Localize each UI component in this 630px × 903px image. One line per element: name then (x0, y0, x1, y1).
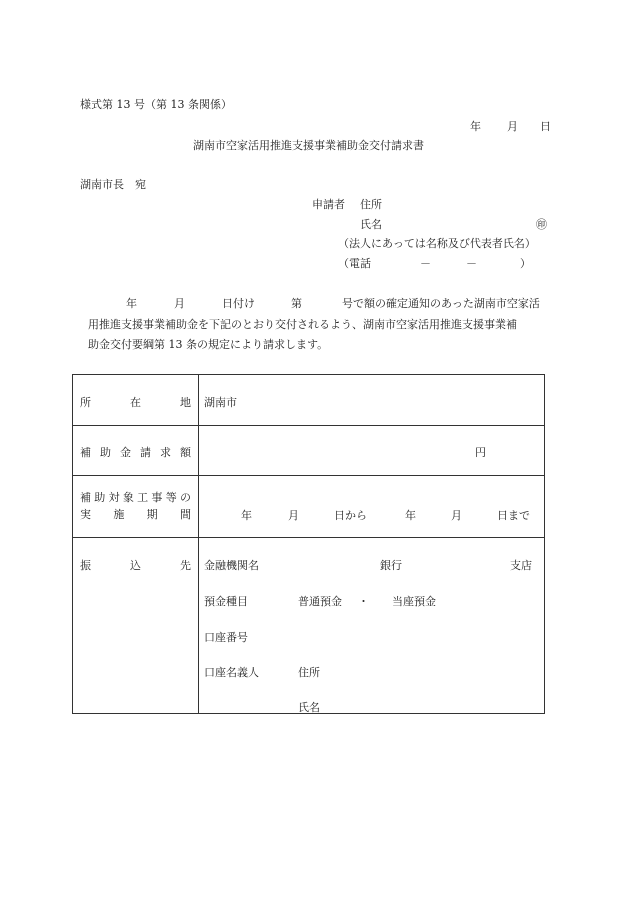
amount-unit: 円 (475, 446, 486, 459)
body-number-prefix: 第 (291, 297, 302, 310)
deposit-ordinary: 普通預金 (298, 595, 342, 608)
period-start-year: 年 (241, 509, 252, 522)
row-amount (73, 426, 545, 476)
row-location (73, 375, 545, 426)
addressee: 湖南市長 宛 (80, 178, 146, 191)
date-month: 月 (507, 120, 518, 133)
applicant-address-label: 住所 (360, 198, 382, 211)
row-period (73, 476, 545, 538)
body-month: 月 (174, 297, 185, 310)
form-number: 様式第 13 号（第 13 条関係） (80, 98, 232, 111)
corp-note: （法人にあっては名称及び代表者氏名） (338, 237, 536, 250)
account-holder-label: 口座名義人 (204, 666, 259, 679)
deposit-separator: ・ (358, 595, 369, 608)
transfer-label: 振 込 先 (80, 559, 191, 572)
period-label-line2: 実 施 期 間 (80, 508, 191, 521)
seal-mark: ㊞ (536, 218, 547, 231)
location-value: 湖南市 (204, 396, 237, 409)
account-number-label: 口座番号 (204, 631, 248, 644)
phone-label: （電話 (338, 257, 371, 270)
applicant-name-label: 氏名 (360, 218, 382, 231)
amount-label: 補 助 金 請 求 額 (80, 446, 191, 459)
period-start-day: 日から (334, 509, 367, 522)
row-transfer (73, 538, 545, 714)
phone-dash-1: － (420, 257, 431, 270)
deposit-type-label: 預金種目 (204, 595, 248, 608)
document-title: 湖南市空家活用推進支援事業補助金交付請求書 (193, 139, 424, 152)
date-day: 日 (540, 120, 551, 133)
period-end-year: 年 (405, 509, 416, 522)
holder-address-label: 住所 (298, 666, 320, 679)
period-end-month: 月 (451, 509, 462, 522)
body-line3: 助金交付要綱第 13 条の規定により請求します。 (88, 338, 329, 351)
phone-dash-2: － (466, 257, 477, 270)
period-label-line1: 補 助 対 象 工 事 等 の (80, 491, 191, 504)
period-start-month: 月 (288, 509, 299, 522)
deposit-current: 当座預金 (392, 595, 436, 608)
branch-suffix: 支店 (510, 559, 532, 572)
request-table (72, 374, 545, 714)
body-line2: 用推進支援事業補助金を下記のとおり交付されるよう、湖南市空家活用推進支援事業補 (88, 318, 517, 331)
body-line1-rest: 号で額の確定通知のあった湖南市空家活 (342, 297, 540, 310)
bank-label: 金融機関名 (204, 559, 259, 572)
period-end-day: 日まで (497, 509, 530, 522)
date-year: 年 (470, 120, 481, 133)
applicant-label: 申請者 (312, 198, 345, 211)
holder-name-label: 氏名 (298, 701, 320, 714)
body-date-suffix: 日付け (222, 297, 255, 310)
phone-close: ） (520, 257, 531, 270)
body-year: 年 (126, 297, 137, 310)
location-label: 所 在 地 (80, 396, 191, 409)
bank-suffix: 銀行 (380, 559, 402, 572)
